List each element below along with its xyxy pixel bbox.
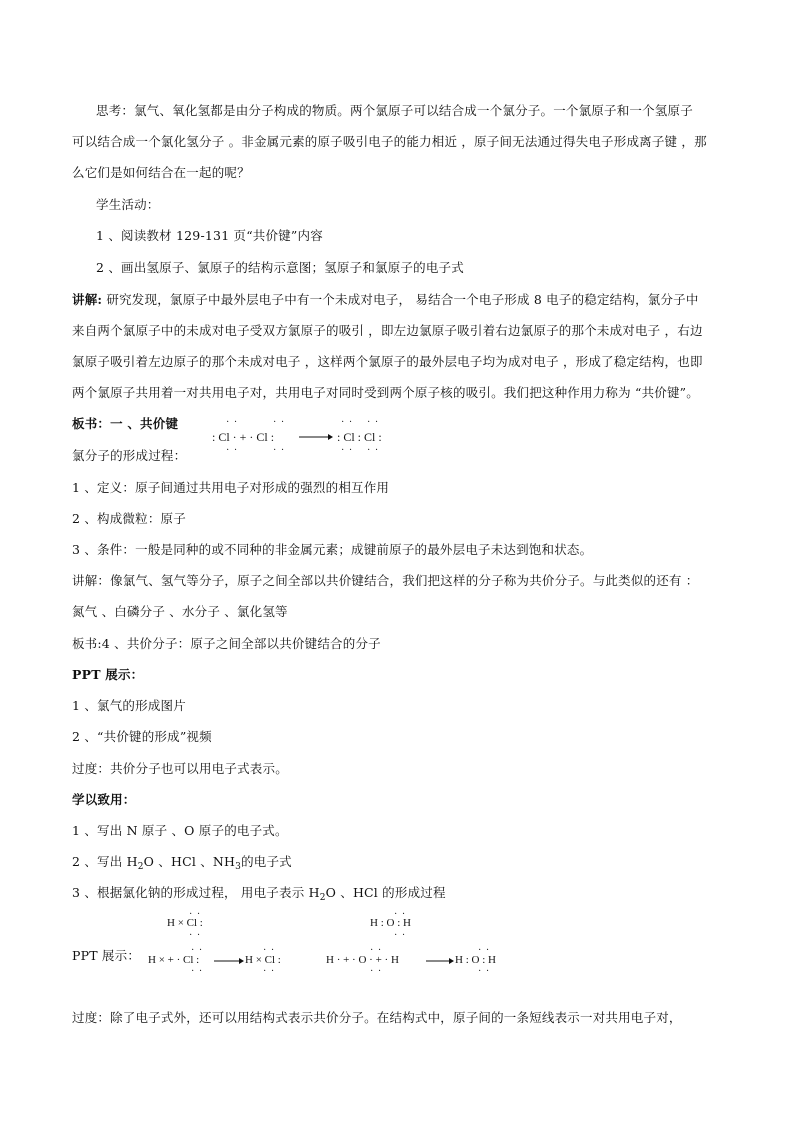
lone-pair-dots: · · <box>226 417 239 428</box>
apply-text: 3 、根据氯化钠的形成过程， 用电子表示 H <box>72 885 320 900</box>
apply-item: 1 、写出 N 原子 、O 原子的电子式。 <box>72 823 288 838</box>
lone-pair-dots: · · <box>191 966 204 977</box>
reaction-arrow-icon <box>298 430 334 442</box>
apply-text: O 、HCl 的形成过程 <box>325 885 446 900</box>
apply-item <box>72 854 732 875</box>
subscript: 2 <box>137 862 144 872</box>
hcl-equation-left: H × + · Cl : <box>148 954 200 966</box>
lone-pair-dots: · · <box>370 945 383 956</box>
lone-pair-dots: · · <box>367 417 380 428</box>
activity-item: 2 、画出氢原子、氯原子的结构示意图；氢原子和氯原子的电子式 <box>96 260 464 275</box>
paragraph-line: 么它们是如何结合在一起的呢？ <box>72 165 250 180</box>
subscript: 2 <box>319 893 326 903</box>
board-title: 板书：一 、共价键 <box>72 416 179 431</box>
lone-pair-dots: · · <box>263 966 276 977</box>
lone-pair-dots: · · <box>478 966 491 977</box>
h2o-equation-left: H · + · O · + · H <box>326 954 399 966</box>
lone-pair-dots: · · <box>189 930 202 941</box>
lone-pair-dots: · · <box>367 445 380 456</box>
formation-label: 氯分子的形成过程： <box>72 448 187 463</box>
particle-line: 2 、构成微粒：原子 <box>72 511 186 526</box>
reaction-arrow-icon <box>213 954 245 966</box>
lone-pair-dots: · · <box>226 445 239 456</box>
apply-text: O 、HCl 、NH <box>143 854 236 869</box>
paragraph-line: 思考：氯气、氧化氢都是由分子构成的物质。两个氯原子可以结合成一个氯分子。一个氯原子和一个氢原子 <box>96 103 693 118</box>
explain-line: 讲解：像氯气、氢气等分子，原子之间全部以共价键结合，我们把这样的分子称为共价分子。与此类似的还有 ： <box>72 573 699 588</box>
explain-line: 氮气 、白磷分子 、水分子 、氯化氢等 <box>72 604 288 619</box>
apply-item <box>72 885 732 906</box>
ppt-title: PPT 展示： <box>72 667 144 682</box>
lone-pair-dots: · · <box>273 445 286 456</box>
activity-item: 1 、阅读教材 129-131 页“共价键”内容 <box>96 228 323 243</box>
ppt-label: PPT 展示： <box>72 948 141 963</box>
lone-pair-dots: · · <box>273 417 286 428</box>
lone-pair-dots: · · <box>478 945 491 956</box>
transition-line: 过度：除了电子式外，还可以用结构式表示共价分子。在结构式中，原子间的一条短线表示一对共用电子对， <box>72 1010 682 1025</box>
paragraph-line: 可以结合成一个氯化氢分子 。非金属元素的原子吸引电子的能力相近 ，原子间无法通过得失电子形成离子键 ，那 <box>72 134 707 149</box>
board-line: 板书:4 、共价分子：原子之间全部以共价键结合的分子 <box>72 636 381 651</box>
lone-pair-dots: · · <box>189 909 202 920</box>
ppt-item: 1 、氯气的形成图片 <box>72 698 186 713</box>
explain-line: 两个氯原子共用着一对共用电子对，共用电子对同时受到两个原子核的吸引。我们把这种作用力称为 “共价键”。 <box>72 385 699 400</box>
lone-pair-dots: · · <box>263 945 276 956</box>
lone-pair-dots: · · <box>341 417 354 428</box>
hcl-electron-formula: H × Cl : <box>167 917 203 929</box>
apply-text: 的电子式 <box>241 854 292 869</box>
condition-line: 3 、条件：一般是同种的或不同种的非金属元素；成键前原子的最外层电子未达到饱和状态。 <box>72 542 593 557</box>
hcl-equation-right: H × Cl : <box>245 954 281 966</box>
explain-line: 氯原子吸引着左边原子的那个未成对电子 ，这样两个氯原子的最外层电子均为成对电子 ，形成了稳定结构，也即 <box>72 354 703 369</box>
explain-text: 研究发现，氯原子中最外层电子中有一个未成对电子， 易结合一个电子形成 8 电子的稳定结构，氯分子中 <box>102 292 699 307</box>
lone-pair-dots: · · <box>341 445 354 456</box>
h2o-electron-formula: H : O : H <box>370 917 411 929</box>
lone-pair-dots: · · <box>394 930 407 941</box>
explain-line <box>72 292 732 308</box>
h2o-equation-right: H : O : H <box>455 954 496 966</box>
reaction-arrow-icon <box>425 954 455 966</box>
lone-pair-dots: · · <box>394 909 407 920</box>
activity-title: 学生活动： <box>96 197 160 212</box>
explain-line: 来自两个氯原子中的未成对电子受双方氯原子的吸引 ，即左边氯原子吸引着右边氯原子的那个未成对电子 ，右边 <box>72 323 703 338</box>
subscript: 3 <box>235 862 242 872</box>
apply-text: 2 、写出 H <box>72 854 138 869</box>
lone-pair-dots: · · <box>191 945 204 956</box>
lone-pair-dots: · · <box>370 966 383 977</box>
cl2-equation-left: : Cl · + · Cl : <box>212 430 275 444</box>
apply-title: 学以致用： <box>72 792 136 807</box>
definition-line: 1 、定义：原子间通过共用电子对形成的强烈的相互作用 <box>72 480 390 495</box>
transition-line: 过度：共价分子也可以用电子式表示。 <box>72 761 288 776</box>
cl2-equation-right: : Cl : Cl : <box>337 430 382 444</box>
explain-label: 讲解: <box>72 292 103 307</box>
ppt-item: 2 、“共价键的形成”视频 <box>72 729 212 744</box>
